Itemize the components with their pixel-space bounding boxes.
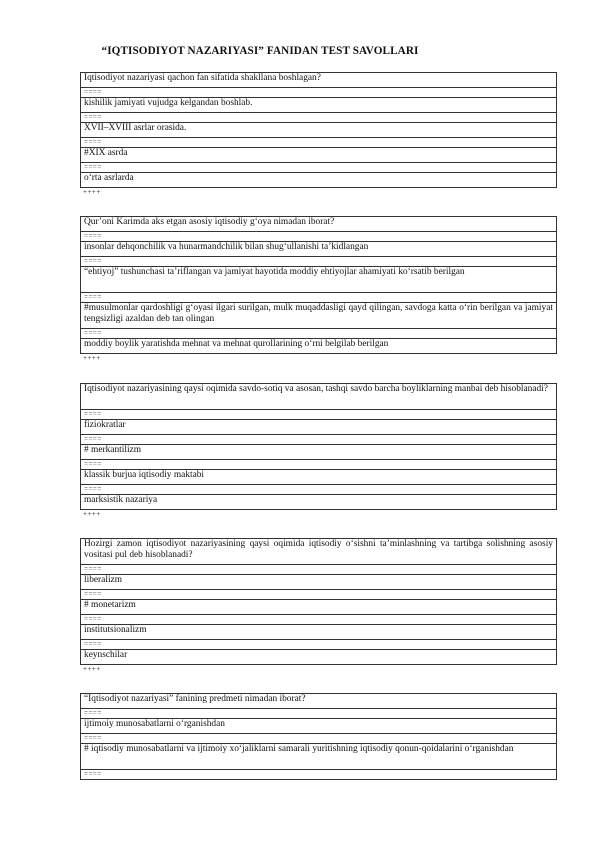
- question-cell: “Iqtisodiyot nazariyasi” fanining predmeti nimadan iborat?: [81, 694, 557, 709]
- test-table: [80, 216, 557, 354]
- test-table: [80, 693, 557, 780]
- answer-cell: XVII–XVIII asrlar orasida.: [81, 123, 557, 138]
- separator-cell: ====: [81, 163, 557, 173]
- answer-cell: keynschilar: [81, 650, 557, 665]
- test-table: [80, 383, 557, 510]
- separator-cell: ====: [81, 232, 557, 242]
- test-table: [80, 72, 557, 188]
- separator-cell: ====: [81, 410, 557, 420]
- test-block: [80, 693, 557, 780]
- question-cell: Qur’oni Karimda aks etgan asosiy iqtisodiy g‘oya nimadan iborat?: [81, 217, 557, 232]
- test-block: [80, 216, 557, 363]
- separator-cell: ====: [81, 615, 557, 625]
- answer-cell: klassik burjua iqtisodiy maktabi: [81, 470, 557, 485]
- answer-cell: # iqtisodiy munosabatlarni va ijtimoiy xo‘jaliklarni samarali yuritishning iqtisodiy qonun-qoidalarini o‘rganishdan: [81, 744, 557, 770]
- separator-cell: ====: [81, 640, 557, 650]
- answer-cell: insonlar dehqonchilik va hunarmandchilik bilan shug‘ullanishi ta’kidlangan: [81, 242, 557, 257]
- answer-cell: # merkantilizm: [81, 445, 557, 460]
- question-cell: Iqtisodiyot nazariyasining qaysi oqimida savdo-sotiq va asosan, tashqi savdo barcha boyliklarning manbai deb hisoblanadi?: [81, 384, 557, 410]
- answer-cell: institutsionalizm: [81, 625, 557, 640]
- test-table: [80, 538, 557, 665]
- separator-cell: ====: [81, 709, 557, 719]
- separator-cell: ====: [81, 435, 557, 445]
- answer-cell: liberalizm: [81, 575, 557, 590]
- answer-cell: ijtimoiy munosabatlarni o‘rganishdan: [81, 719, 557, 734]
- separator-cell: ====: [81, 88, 557, 98]
- answer-cell: #XIX asrda: [81, 148, 557, 163]
- separator-cell: ====: [81, 293, 557, 303]
- answer-cell: #musulmonlar qardoshligi g‘oyasi ilgari surilgan, mulk muqaddasligi qayd qilingan, savdoga katta o‘rin berilgan va jamiyat tengsizligi azaldan deb tan olingan: [81, 303, 557, 329]
- test-block: [80, 383, 557, 519]
- separator-cell: ====: [81, 460, 557, 470]
- answer-cell: fiziokratlar: [81, 420, 557, 435]
- separator-cell: ====: [81, 329, 557, 339]
- question-cell: Iqtisodiyot nazariyasi qachon fan sifatida shakllana boshlagan?: [81, 73, 557, 88]
- answer-cell: o‘rta asrlarda: [81, 173, 557, 188]
- test-block: [80, 72, 557, 197]
- separator-cell: ====: [81, 485, 557, 495]
- block-end-marker: ++++: [83, 665, 101, 673]
- separator-cell: ====: [81, 565, 557, 575]
- answer-cell: marksistik nazariya: [81, 495, 557, 510]
- separator-cell: ====: [81, 113, 557, 123]
- answer-cell: kishilik jamiyati vujudga kelgandan boshlab.: [81, 98, 557, 113]
- answer-cell: “ehtiyoj” tushunchasi ta’riflangan va jamiyat hayotida moddiy ehtiyojlar ahamiyati ko‘rsatib berilgan: [81, 267, 557, 293]
- document-title: “IQTISODIYOT NAZARIYASI” FANIDAN TEST SAVOLLARI: [101, 45, 419, 57]
- separator-cell: ====: [81, 138, 557, 148]
- separator-cell: ====: [81, 734, 557, 744]
- block-end-marker: ++++: [83, 354, 101, 362]
- test-block: [80, 538, 557, 674]
- separator-cell: ====: [81, 770, 557, 780]
- answer-cell: # monetarizm: [81, 600, 557, 615]
- block-end-marker: ++++: [83, 188, 101, 196]
- separator-cell: ====: [81, 257, 557, 267]
- block-end-marker: ++++: [83, 510, 101, 518]
- separator-cell: ====: [81, 590, 557, 600]
- answer-cell: moddiy boylik yaratishda mehnat va mehnat qurollarining o‘rni belgilab berilgan: [81, 339, 557, 354]
- question-cell: Hozirgi zamon iqtisodiyot nazariyasining qaysi oqimida iqtisodiy o‘sishni ta’minlashning va tartibga solishning asosiy vositasi pul deb hisoblanadi?: [81, 539, 557, 565]
